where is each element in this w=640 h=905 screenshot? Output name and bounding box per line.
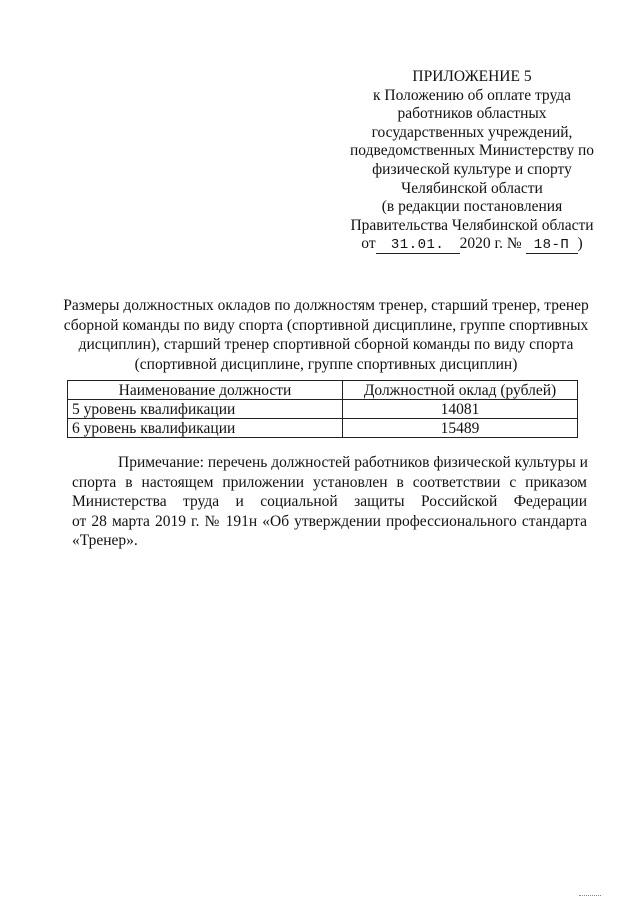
salary-value: 14081 xyxy=(343,400,578,419)
document-heading xyxy=(62,296,590,374)
annex-line: к Положению об оплате труда xyxy=(372,86,572,104)
note-line: Примечание: перечень должностей работников физической культуры и xyxy=(118,454,588,471)
annex-line: подведомственных Министерству по xyxy=(350,142,594,160)
note-line: «Тренер». xyxy=(72,532,138,549)
annex-line: (в редакции постановления xyxy=(381,198,563,216)
heading-line: (спортивной дисциплине, группе спортивных дисциплин) xyxy=(134,355,518,373)
salary-value: 15489 xyxy=(343,419,578,438)
date-prefix: от xyxy=(361,235,376,253)
table-row xyxy=(68,419,578,438)
resolution-date: 31.01. xyxy=(376,238,460,254)
annex-line: работников областных xyxy=(397,105,547,123)
annex-line: физической культуре и спорту xyxy=(372,160,572,178)
table-header-row xyxy=(68,381,578,400)
position-name: 6 уровень квалификации xyxy=(68,419,343,438)
note-line: Министерства труда и социальной защиты Российской Федерации xyxy=(72,493,587,510)
resolution-date-line xyxy=(322,235,622,254)
heading-line: Размеры должностных окладов по должностям тренер, старший тренер, тренер xyxy=(63,297,589,314)
annex-line: Челябинской области xyxy=(401,179,543,197)
note-line: от 28 марта 2019 г. № 191н «Об утверждении профессионального стандарта xyxy=(72,512,587,530)
closing-paren: ) xyxy=(577,235,583,253)
annex-line: Правительства Челябинской области xyxy=(350,216,594,234)
position-name: 5 уровень квалификации xyxy=(68,400,343,419)
resolution-number: 18-П xyxy=(526,238,578,254)
note-paragraph xyxy=(72,453,587,551)
annex-header xyxy=(322,68,622,254)
column-header-salary: Должностной оклад (рублей) xyxy=(343,381,578,400)
annex-line: государственных учреждений, xyxy=(371,123,573,141)
page-footer-mark xyxy=(579,895,601,898)
heading-line: сборной команды по виду спорта (спортивной дисциплине, группе спортивных xyxy=(63,316,589,334)
column-header-position: Наименование должности xyxy=(68,381,343,400)
annex-title: ПРИЛОЖЕНИЕ 5 xyxy=(412,68,532,85)
note-line: спорта в настоящем приложении установлен в соответствии с приказом xyxy=(72,473,587,491)
heading-line: дисциплин), старший тренер спортивной сборной команды по виду спорта xyxy=(78,336,574,353)
year-number-label: 2020 г. № xyxy=(459,235,522,253)
salary-table xyxy=(67,380,578,438)
table-row xyxy=(68,400,578,419)
